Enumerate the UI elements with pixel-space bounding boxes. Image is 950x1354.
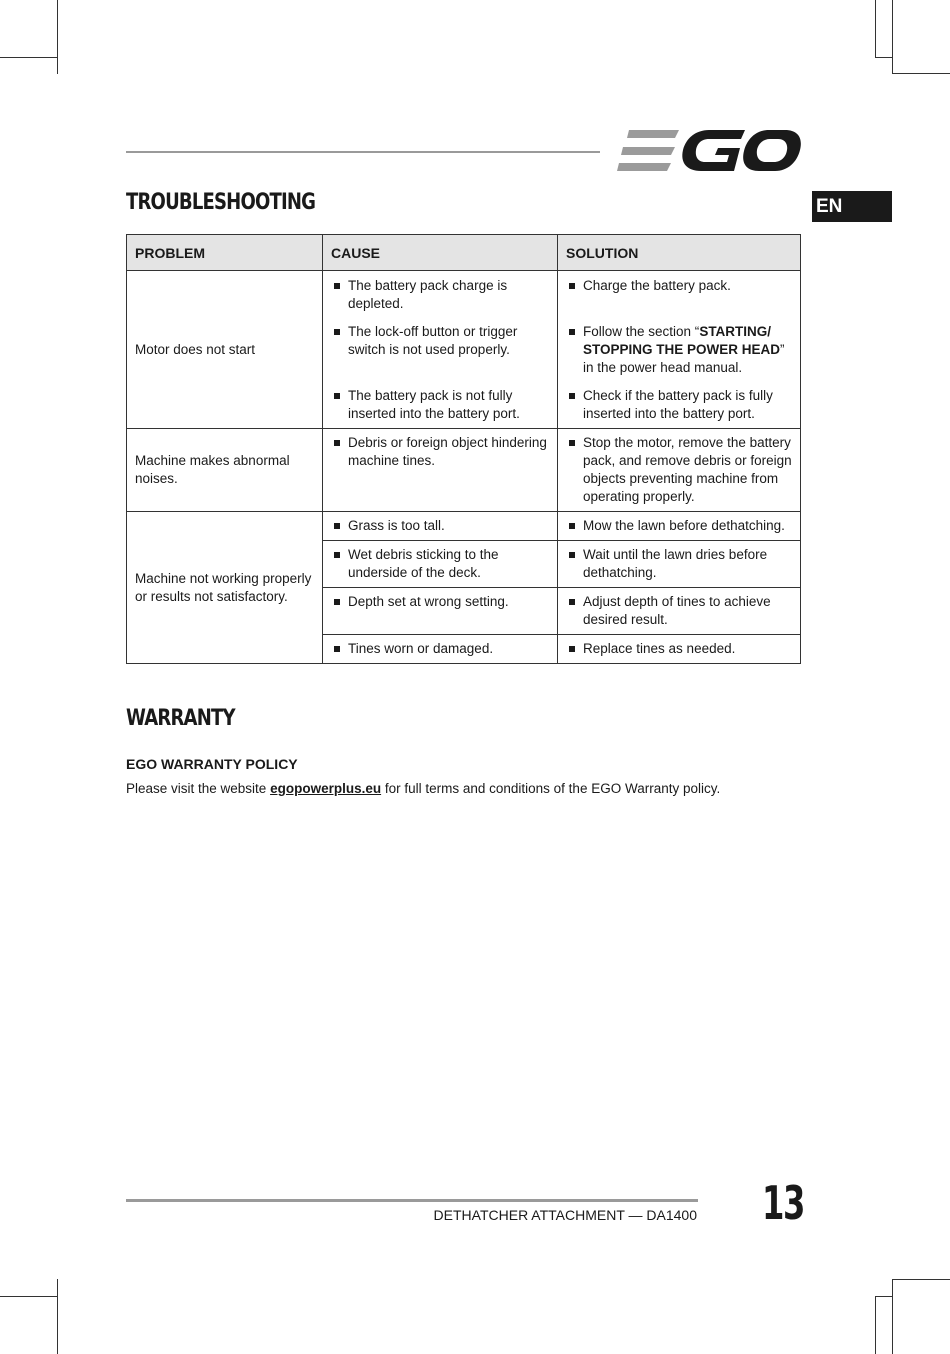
header-cause: CAUSE bbox=[323, 235, 558, 271]
table-row bbox=[127, 271, 801, 429]
table-row bbox=[127, 429, 801, 512]
crop-mark bbox=[57, 1279, 58, 1354]
crop-mark bbox=[0, 1296, 57, 1297]
language-tab: EN bbox=[812, 191, 892, 222]
footer-doc-title: DETHATCHER ATTACHMENT — DA1400 bbox=[433, 1207, 697, 1223]
crop-mark bbox=[892, 1279, 950, 1280]
problem-cell: Motor does not start bbox=[127, 271, 323, 429]
problem-cell: Machine makes abnormal noises. bbox=[127, 429, 323, 512]
crop-mark bbox=[0, 57, 57, 58]
cause-cell bbox=[323, 635, 558, 664]
solution-cell bbox=[558, 271, 801, 429]
troubleshooting-title: TROUBLESHOOTING bbox=[126, 190, 316, 215]
crop-mark bbox=[57, 0, 58, 74]
header-solution: SOLUTION bbox=[558, 235, 801, 271]
cause-item: Tines worn or damaged. bbox=[331, 640, 549, 658]
solution-cell bbox=[558, 635, 801, 664]
solution-cell bbox=[558, 429, 801, 512]
solution-item: Stop the motor, remove the battery pack, and remove debris or foreign objects preventing machine from operating properly. bbox=[566, 434, 792, 506]
crop-mark bbox=[875, 1296, 876, 1354]
footer-rule bbox=[126, 1199, 698, 1202]
header-problem: PROBLEM bbox=[127, 235, 323, 271]
crop-mark bbox=[892, 1279, 893, 1354]
cause-item: Debris or foreign object hindering machine tines. bbox=[331, 434, 549, 470]
table-header-row bbox=[127, 235, 801, 271]
warranty-website-link[interactable]: egopowerplus.eu bbox=[270, 781, 382, 796]
solution-item: Adjust depth of tines to achieve desired result. bbox=[566, 593, 792, 629]
cause-item: Wet debris sticking to the underside of the deck. bbox=[331, 546, 549, 582]
cause-cell bbox=[323, 588, 558, 635]
solution-item: Mow the lawn before dethatching. bbox=[566, 517, 792, 535]
solution-cell bbox=[558, 541, 801, 588]
solution-cell bbox=[558, 588, 801, 635]
solution-cell bbox=[558, 512, 801, 541]
solution-text: Follow the section “ bbox=[583, 324, 700, 339]
warranty-subtitle: EGO WARRANTY POLICY bbox=[126, 756, 298, 772]
solution-item: Replace tines as needed. bbox=[566, 640, 792, 658]
problem-cell: Machine not working properly or results not satisfactory. bbox=[127, 512, 323, 664]
page-number: 13 bbox=[762, 1176, 805, 1230]
solution-item: Charge the battery pack. bbox=[566, 277, 792, 295]
crop-mark bbox=[875, 57, 892, 58]
solution-emphasis: STARTING/ STOPPING THE POWER HEAD bbox=[583, 324, 781, 357]
table-row bbox=[127, 512, 801, 541]
cause-cell bbox=[323, 271, 558, 429]
cause-cell bbox=[323, 512, 558, 541]
cause-item: The battery pack charge is depleted. bbox=[331, 277, 549, 313]
cause-cell bbox=[323, 541, 558, 588]
solution-item: Wait until the lawn dries before dethatching. bbox=[566, 546, 792, 582]
cause-cell bbox=[323, 429, 558, 512]
ego-logo bbox=[617, 128, 801, 174]
warranty-text-pre: Please visit the website bbox=[126, 781, 271, 796]
header-rule bbox=[126, 151, 600, 153]
warranty-text-post: for full terms and conditions of the EGO Warranty policy. bbox=[381, 781, 721, 796]
crop-mark bbox=[892, 73, 950, 74]
solution-item: Check if the battery pack is fully inserted into the battery port. bbox=[566, 387, 792, 423]
cause-item: The battery pack is not fully inserted into the battery port. bbox=[331, 387, 549, 423]
cause-item: The lock-off button or trigger switch is not used properly. bbox=[331, 323, 549, 359]
cause-item: Grass is too tall. bbox=[331, 517, 549, 535]
crop-mark bbox=[875, 0, 876, 57]
warranty-title: WARRANTY bbox=[126, 706, 235, 731]
crop-mark bbox=[892, 0, 893, 74]
cause-item: Depth set at wrong setting. bbox=[331, 593, 549, 611]
solution-item bbox=[566, 323, 792, 377]
solution-text: ” in the power head manual. bbox=[583, 342, 785, 375]
crop-mark bbox=[875, 1296, 892, 1297]
troubleshooting-table bbox=[126, 234, 801, 664]
warranty-text bbox=[126, 781, 720, 796]
